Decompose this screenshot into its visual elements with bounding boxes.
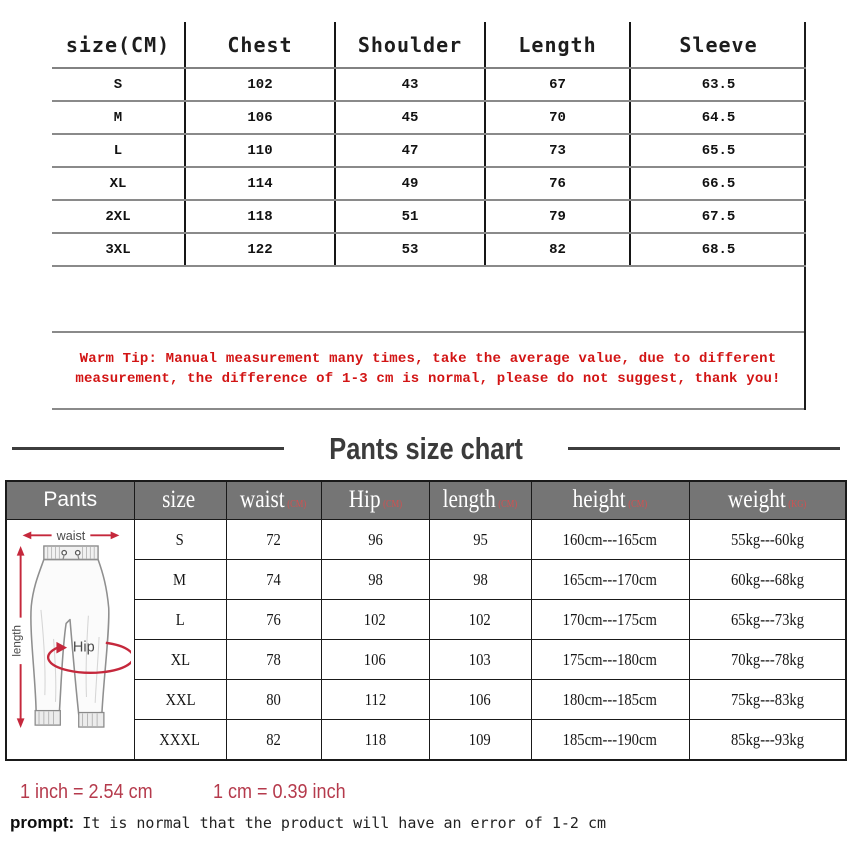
shirt-size-table	[52, 22, 806, 267]
cell-length-value: 103	[469, 649, 491, 669]
cell-hip	[321, 560, 429, 600]
col-header-size	[134, 481, 226, 520]
cell-size	[134, 560, 226, 600]
table-row	[52, 167, 806, 200]
cell-size-value: XXXL	[159, 729, 201, 749]
cell-chest: 102	[185, 68, 335, 101]
cell-length-value: 102	[469, 609, 491, 629]
cell-chest: 118	[185, 200, 335, 233]
col-header-length: Length	[485, 22, 630, 68]
cell-length-value: 106	[469, 689, 491, 709]
warm-tip-line1: Warm Tip: Manual measurement many times, take the average value, due to different	[79, 351, 777, 367]
pants-measurement-diagram	[6, 520, 134, 761]
cell-waist-value: 80	[266, 689, 281, 709]
col-header-length-label: length	[442, 486, 496, 514]
table-row	[52, 233, 806, 266]
cell-waist	[226, 520, 321, 560]
cell-shoulder: 43	[335, 68, 485, 101]
cell-height-value: 165cm---170cm	[562, 569, 658, 589]
pants-section-title-row	[12, 431, 840, 467]
col-header-waist-label: waist	[240, 486, 286, 514]
pants-size-table	[5, 480, 847, 762]
cell-chest: 122	[185, 233, 335, 266]
cell-waist	[226, 680, 321, 720]
cell-sleeve: 66.5	[630, 167, 806, 200]
cell-height	[531, 600, 689, 640]
cell-length	[429, 640, 531, 680]
error-prompt	[10, 813, 850, 833]
cell-sleeve: 67.5	[630, 200, 806, 233]
cell-size-value: S	[175, 529, 185, 549]
cell-sleeve: 65.5	[630, 134, 806, 167]
cell-size	[134, 600, 226, 640]
cell-size-value: M	[173, 569, 187, 589]
cell-length: 76	[485, 167, 630, 200]
cell-hip	[321, 640, 429, 680]
cell-waist-value: 76	[266, 609, 281, 629]
table-row	[52, 200, 806, 233]
col-header-shoulder: Shoulder	[335, 22, 485, 68]
cell-height-value: 175cm---180cm	[562, 649, 658, 669]
hip-label: Hip	[73, 639, 95, 656]
waist-label: waist	[56, 529, 86, 544]
shirt-size-table-frame	[52, 22, 806, 410]
col-header-hip	[321, 481, 429, 520]
col-header-height-unit: (CM)	[628, 499, 648, 511]
prompt-label: prompt:	[10, 813, 75, 833]
cell-weight	[689, 640, 846, 680]
cell-height-value: 185cm---190cm	[562, 729, 658, 749]
cell-weight-value: 85kg---93kg	[730, 729, 804, 749]
conversion-inch-to-cm: 1 inch = 2.54 cm	[20, 781, 153, 804]
title-rule-right	[568, 447, 840, 450]
col-header-weight-unit: (KG)	[788, 499, 807, 511]
cell-shoulder: 47	[335, 134, 485, 167]
pants-illustration	[9, 522, 131, 752]
cell-chest: 114	[185, 167, 335, 200]
cell-height	[531, 680, 689, 720]
cell-size-value: XXL	[164, 689, 196, 709]
cell-weight	[689, 600, 846, 640]
cell-hip-value: 118	[364, 729, 386, 749]
cell-hip	[321, 600, 429, 640]
title-rule-left	[12, 447, 284, 450]
cell-weight-value: 55kg---60kg	[730, 529, 804, 549]
cell-sleeve: 68.5	[630, 233, 806, 266]
cell-length: 73	[485, 134, 630, 167]
cell-hip	[321, 520, 429, 560]
cell-waist	[226, 560, 321, 600]
cell-height	[531, 720, 689, 760]
cell-height-value: 170cm---175cm	[562, 609, 658, 629]
cell-size: 3XL	[52, 233, 185, 266]
cell-weight-value: 70kg---78kg	[730, 649, 804, 669]
cell-length	[429, 560, 531, 600]
cell-weight	[689, 520, 846, 560]
col-header-hip-label: Hip	[348, 486, 381, 514]
cell-length	[429, 720, 531, 760]
cell-length-value: 109	[469, 729, 491, 749]
cell-waist-value: 78	[266, 649, 281, 669]
prompt-text: It is normal that the product will have an error of 1-2 cm	[82, 814, 607, 833]
cell-height	[531, 640, 689, 680]
col-header-chest: Chest	[185, 22, 335, 68]
cell-length	[429, 520, 531, 560]
cell-length	[429, 600, 531, 640]
cell-waist-value: 74	[266, 569, 281, 589]
cell-size	[134, 640, 226, 680]
cell-height-value: 180cm---185cm	[562, 689, 658, 709]
cell-weight	[689, 560, 846, 600]
cell-length-value: 98	[472, 569, 488, 589]
cell-length	[429, 680, 531, 720]
cell-hip-value: 98	[367, 569, 383, 589]
cell-size	[134, 720, 226, 760]
cell-hip-value: 102	[364, 609, 386, 629]
cell-sleeve: 64.5	[630, 101, 806, 134]
cell-hip-value: 112	[364, 689, 386, 709]
cell-height	[531, 520, 689, 560]
cell-size: 2XL	[52, 200, 185, 233]
col-header-height-label: height	[572, 486, 626, 514]
table-row	[52, 68, 806, 101]
table-row	[52, 101, 806, 134]
cell-waist	[226, 600, 321, 640]
pants-table-header-row	[6, 481, 846, 520]
cell-weight-value: 65kg---73kg	[730, 609, 804, 629]
cell-weight-value: 60kg---68kg	[730, 569, 804, 589]
pants-legs	[31, 560, 109, 728]
shirt-table-header-row	[52, 22, 806, 68]
cell-size: S	[52, 68, 185, 101]
cell-size: L	[52, 134, 185, 167]
col-header-height	[531, 481, 689, 520]
cell-height-value: 160cm---165cm	[562, 529, 658, 549]
cell-size	[134, 520, 226, 560]
length-label: length	[10, 625, 24, 657]
cell-sleeve: 63.5	[630, 68, 806, 101]
col-header-sleeve: Sleeve	[630, 22, 806, 68]
cell-weight	[689, 720, 846, 760]
cell-shoulder: 45	[335, 101, 485, 134]
cell-length: 82	[485, 233, 630, 266]
cell-size	[134, 680, 226, 720]
cell-size-value: L	[175, 609, 185, 629]
cell-hip	[321, 680, 429, 720]
cell-size-value: XL	[170, 649, 190, 669]
warm-tip-line2: measurement, the difference of 1-3 cm is normal, please do not suggest, thank you!	[75, 371, 781, 388]
table-empty-band	[52, 267, 804, 331]
col-header-length	[429, 481, 531, 520]
cell-waist	[226, 720, 321, 760]
cell-size: XL	[52, 167, 185, 200]
col-header-length-unit: (CM)	[498, 499, 518, 511]
cell-shoulder: 53	[335, 233, 485, 266]
col-header-size-label: size	[162, 486, 196, 514]
table-row	[6, 520, 846, 560]
cell-weight	[689, 680, 846, 720]
cell-length: 79	[485, 200, 630, 233]
col-header-weight-label: weight	[728, 486, 786, 514]
conversion-cm-to-inch: 1 cm = 0.39 inch	[213, 781, 346, 804]
cell-waist-value: 72	[266, 529, 281, 549]
cell-chest: 106	[185, 101, 335, 134]
col-header-waist-unit: (CM)	[287, 499, 307, 511]
table-row	[52, 134, 806, 167]
cell-length-value: 95	[472, 529, 488, 549]
warm-tip-notice	[52, 331, 804, 410]
cell-length: 67	[485, 68, 630, 101]
cell-waist-value: 82	[266, 729, 281, 749]
col-header-pants: Pants	[6, 481, 134, 520]
cell-length: 70	[485, 101, 630, 134]
cell-weight-value: 75kg---83kg	[730, 689, 804, 709]
cell-chest: 110	[185, 134, 335, 167]
col-header-weight	[689, 481, 846, 520]
cell-size: M	[52, 101, 185, 134]
unit-conversions	[20, 781, 850, 804]
col-header-size: size(CM)	[52, 22, 185, 68]
cell-hip-value: 106	[364, 649, 386, 669]
cell-shoulder: 51	[335, 200, 485, 233]
pants-section-title: Pants size chart	[329, 430, 523, 466]
cell-hip-value: 96	[367, 529, 383, 549]
col-header-waist	[226, 481, 321, 520]
cell-shoulder: 49	[335, 167, 485, 200]
cell-waist	[226, 640, 321, 680]
cell-height	[531, 560, 689, 600]
cell-hip	[321, 720, 429, 760]
col-header-hip-unit: (CM)	[382, 499, 402, 511]
